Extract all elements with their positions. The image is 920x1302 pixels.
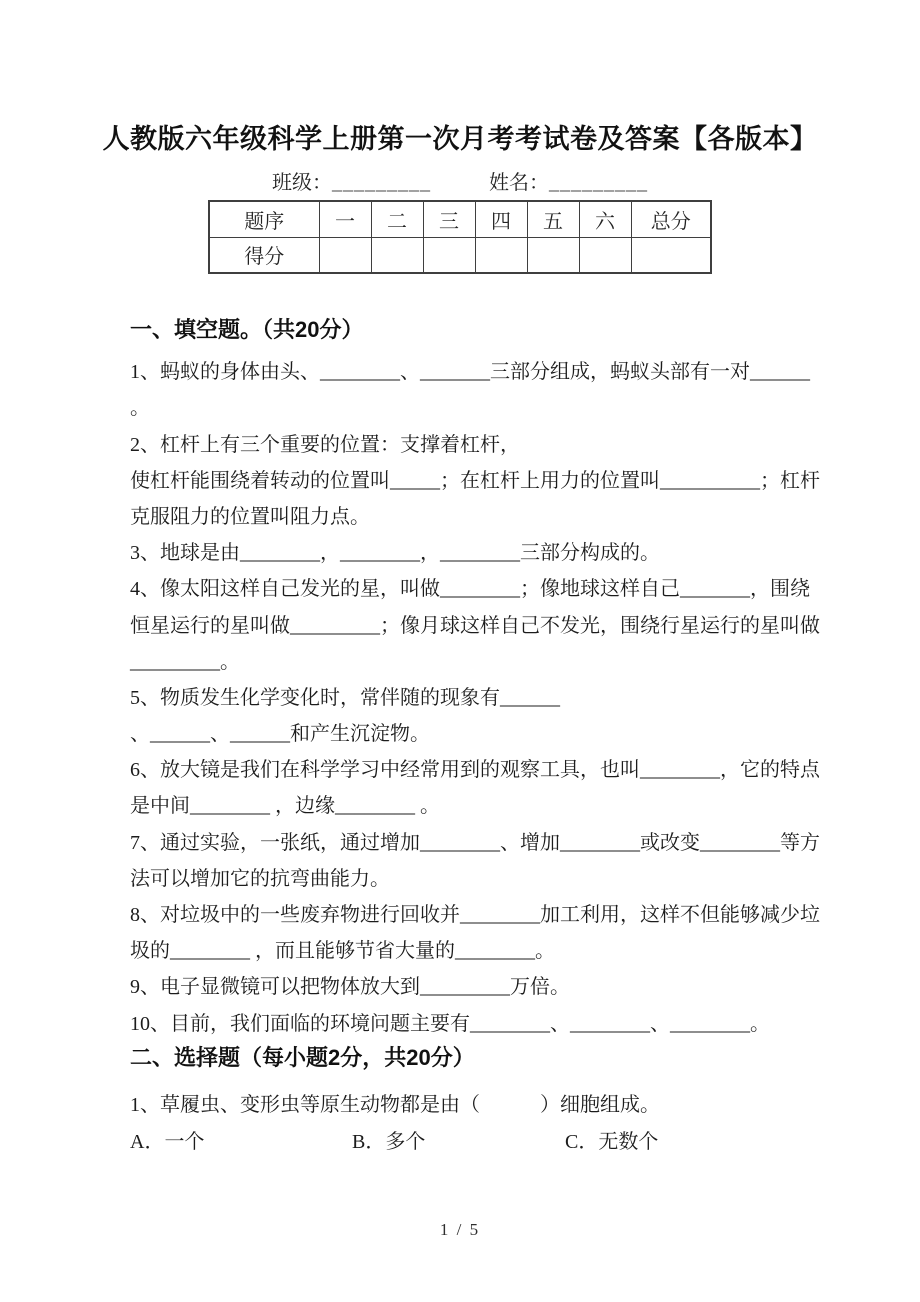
- fill-blank-line: 4、像太阳这样自己发光的星，叫做________；像地球这样自己_______，围绕: [130, 578, 810, 601]
- fill-blank-line: 、______、______和产生沉淀物。: [130, 723, 430, 746]
- score-table-header-cell: 总分: [631, 201, 711, 237]
- score-cell: [579, 237, 631, 273]
- score-table-header-cell: 二: [371, 201, 423, 237]
- score-cell: [371, 237, 423, 273]
- fill-blank-line: _________。: [130, 650, 240, 673]
- fill-blank-line: 。: [130, 397, 150, 420]
- score-table-score-row: [209, 237, 711, 273]
- score-cell: [527, 237, 579, 273]
- section-1-heading: 一、填空题。（共20分）: [130, 317, 364, 343]
- choice-option-c: C．无数个: [565, 1130, 659, 1153]
- fill-blank-line: 10、目前，我们面临的环境问题主要有________、________、________。: [130, 1012, 770, 1035]
- score-row-label: 得分: [209, 237, 319, 273]
- score-cell: [631, 237, 711, 273]
- fill-blank-line: 1、蚂蚁的身体由头、________、_______三部分组成，蚂蚁头部有一对______: [130, 361, 810, 384]
- choice-options-row: [130, 1121, 802, 1157]
- fill-blank-line: 2、杠杆上有三个重要的位置：支撑着杠杆，: [130, 433, 520, 456]
- name-field: [489, 166, 648, 195]
- fill-blank-line: 8、对垃圾中的一些废弃物进行回收并________加工利用，这样不但能够减少垃: [130, 904, 820, 927]
- class-label: 班级：: [272, 172, 332, 195]
- choice-option-a: A．一个: [130, 1130, 205, 1153]
- score-cell: [475, 237, 527, 273]
- score-table-header-cell: 一: [319, 201, 371, 237]
- fill-blank-line: 圾的________ ，而且能够节省大量的________。: [130, 940, 555, 963]
- fill-blank-line: 6、放大镜是我们在科学学习中经常用到的观察工具，也叫________，它的特点: [130, 759, 820, 782]
- class-blank-line: _________: [332, 172, 431, 195]
- score-table-header-cell: 题序: [209, 201, 319, 237]
- exam-body: [130, 316, 820, 1157]
- fill-blank-line: 5、物质发生化学变化时，常伴随的现象有______: [130, 686, 560, 709]
- fill-blank-line: 使杠杆能围绕着转动的位置叫_____；在杠杆上用力的位置叫__________；杠杆: [130, 469, 820, 492]
- fill-blank-line: 7、通过实验，一张纸，通过增加________、增加________或改变________等方: [130, 831, 820, 854]
- fill-blank-line: 法可以增加它的抗弯曲能力。: [130, 867, 390, 890]
- score-table-header-row: [209, 201, 711, 237]
- student-info-row: [0, 168, 920, 195]
- score-table: [208, 200, 712, 274]
- score-table-header-cell: 三: [423, 201, 475, 237]
- score-cell: [319, 237, 371, 273]
- score-table-header-cell: 五: [527, 201, 579, 237]
- name-label: 姓名：: [489, 172, 549, 195]
- score-table-header-cell: 四: [475, 201, 527, 237]
- fill-blank-line: 3、地球是由________，________，________三部分构成的。: [130, 542, 660, 565]
- class-field: [272, 166, 431, 195]
- fill-blank-line: 是中间________ ，边缘________ 。: [130, 795, 440, 818]
- document-title: 人教版六年级科学上册第一次月考考试卷及答案【各版本】: [102, 124, 818, 154]
- fill-blank-line: 恒星运行的星叫做_________；像月球这样自己不发光，围绕行星运行的星叫做: [130, 614, 820, 637]
- fill-blank-line: 9、电子显微镜可以把物体放大到_________万倍。: [130, 976, 570, 999]
- score-cell: [423, 237, 475, 273]
- choice-option-b: B．多个: [352, 1130, 426, 1153]
- score-table-header-cell: 六: [579, 201, 631, 237]
- section-2-heading: 二、选择题（每小题2分，共20分）: [130, 1045, 475, 1071]
- page-number: 1 / 5: [439, 1220, 481, 1239]
- name-blank-line: _________: [549, 172, 648, 195]
- choice-question-line: 1、草履虫、变形虫等原生动物都是由（ ）细胞组成。: [130, 1094, 660, 1117]
- fill-blank-line: 克服阻力的位置叫阻力点。: [130, 505, 370, 528]
